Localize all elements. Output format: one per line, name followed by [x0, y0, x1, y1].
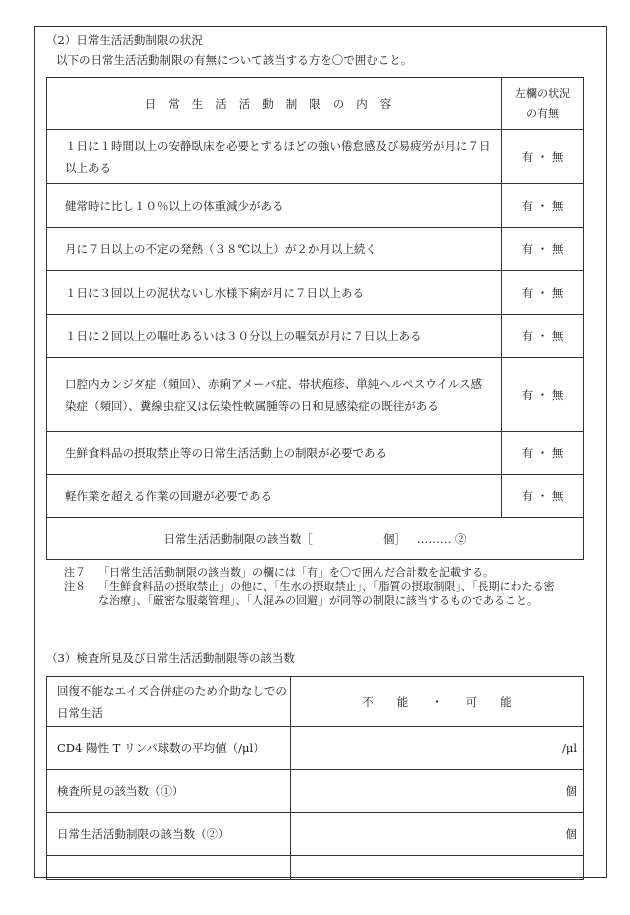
- note-8: [64, 580, 564, 608]
- yes-no-choice[interactable]: 有 ・ 無: [502, 358, 584, 432]
- row-label: 日常生活活動制限の該当数（②）: [47, 813, 291, 856]
- total-unit: 個］: [382, 531, 406, 546]
- yes-no-choice[interactable]: 有 ・ 無: [502, 271, 584, 315]
- row-text: 生鮮食料品の摂取禁止等の日常生活活動上の制限が必要である: [47, 432, 502, 475]
- note-text: 「日常生活活動制限の該当数」の欄には「有」を〇で囲んだ合計数を記載する。: [98, 566, 494, 579]
- row-text: １日に１時間以上の安静臥床を必要とするほどの強い倦怠感及び易疲労が月に７日以上ある: [47, 130, 502, 184]
- table-row: [47, 770, 584, 813]
- table-row: [47, 813, 584, 856]
- table-row: [47, 727, 584, 770]
- row-text: １日に３回以上の泥状ないし水様下痢が月に７日以上ある: [47, 271, 502, 315]
- header-status-line2: の有無: [526, 106, 559, 120]
- note-number: 注８: [64, 580, 86, 593]
- findings-count-field[interactable]: 個: [291, 770, 584, 813]
- yes-no-choice[interactable]: 有 ・ 無: [502, 432, 584, 475]
- yes-no-choice[interactable]: 有 ・ 無: [502, 228, 584, 271]
- notes-block: [64, 566, 564, 608]
- table-row: [47, 271, 584, 315]
- table-row: [47, 677, 584, 727]
- yes-no-choice[interactable]: 有 ・ 無: [502, 475, 584, 518]
- row-text: 口腔内カンジダ症（頻回）、赤痢アメーバ症、帯状疱疹、単純ヘルペスウイルス感染症（頻回）、糞線虫症又は伝染性軟属腫等の日和見感染症の既往がある: [47, 358, 502, 432]
- table-row: [47, 184, 584, 228]
- row-label: 回復不能なエイズ合併症のため介助なしでの日常生活: [47, 677, 291, 727]
- activity-limitation-table: [46, 77, 584, 560]
- blank-field[interactable]: [291, 856, 584, 880]
- note-number: 注７: [64, 566, 86, 579]
- table-row: [47, 228, 584, 271]
- cd4-value-field[interactable]: /μl: [291, 727, 584, 770]
- total-ref: ……… ②: [416, 531, 467, 546]
- header-status-label: [502, 78, 584, 130]
- limitation-count-field[interactable]: 個: [291, 813, 584, 856]
- row-text: １日に２回以上の嘔吐あるいは３０分以上の嘔気が月に７日以上ある: [47, 315, 502, 358]
- section2-instruction: 以下の日常生活活動制限の有無について該当する方を〇で囲むこと。: [56, 53, 413, 67]
- table-row: [47, 130, 584, 184]
- table-row: [47, 315, 584, 358]
- total-cell: [47, 518, 584, 560]
- header-content-label: 日常生活活動制限の内容: [47, 78, 502, 130]
- yes-no-choice[interactable]: 有 ・ 無: [502, 315, 584, 358]
- row-label: 検査所見の該当数（①）: [47, 770, 291, 813]
- table-header-row: [47, 78, 584, 130]
- row-text: 月に７日以上の不定の発熱（３８℃以上）が２か月以上続く: [47, 228, 502, 271]
- header-status-line1: 左欄の状況: [515, 86, 570, 100]
- ability-choice[interactable]: 不 能 ・ 可 能: [291, 677, 584, 727]
- row-label: [47, 856, 291, 880]
- total-row: [47, 518, 584, 560]
- yes-no-choice[interactable]: 有 ・ 無: [502, 130, 584, 184]
- row-text: 軽作業を超える作業の回避が必要である: [47, 475, 502, 518]
- note-7: [64, 566, 564, 580]
- findings-summary-table: [46, 676, 584, 880]
- note-text: 「生鮮食料品の摂取禁止」の他に、「生水の摂取禁止」、「脂質の摂取制限」、「長期にわたる密な治療」、「厳密な服薬管理」、「人混みの回避」が同等の制限に該当するものであること。: [98, 580, 555, 607]
- total-label: 日常生活活動制限の該当数［: [163, 531, 313, 546]
- table-row: [47, 856, 584, 880]
- row-text: 健常時に比し１０％以上の体重減少がある: [47, 184, 502, 228]
- section2-heading: （2）日常生活活動制限の状況: [46, 33, 203, 47]
- yes-no-choice[interactable]: 有 ・ 無: [502, 184, 584, 228]
- table-row: [47, 475, 584, 518]
- table-row: [47, 432, 584, 475]
- section3-heading: （3）検査所見及び日常生活活動制限等の該当数: [46, 651, 295, 665]
- row-label: CD4 陽性 T リンパ球数の平均値（/μl）: [47, 727, 291, 770]
- table-row: [47, 358, 584, 432]
